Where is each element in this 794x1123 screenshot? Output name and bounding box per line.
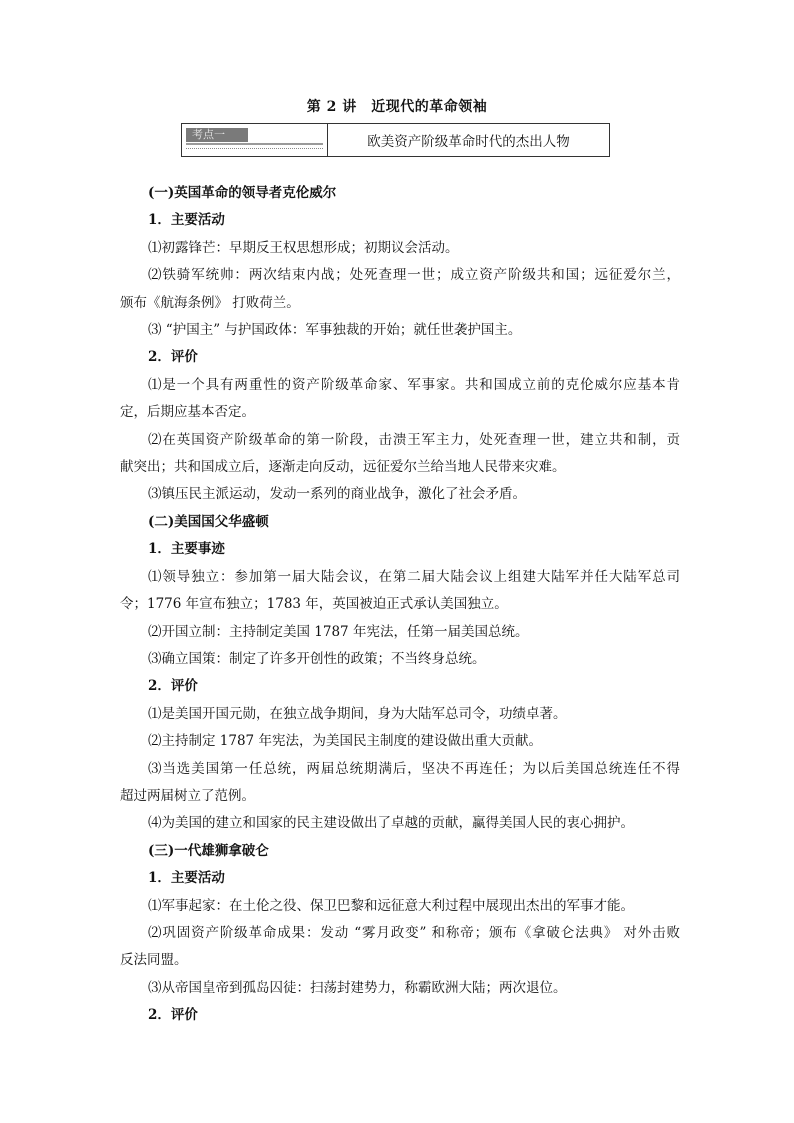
topic-tag: 考点一	[186, 128, 248, 142]
list-item: ⑷为美国的建立和国家的民主建设做出了卓越的贡献，赢得美国人民的衷心拥护。	[148, 815, 634, 832]
subsection-heading: 2．评价	[148, 349, 198, 366]
topic-heading: 欧美资产阶级革命时代的杰出人物	[367, 134, 570, 150]
list-item: ⑵主持制定 1787 年宪法，为美国民主制度的建设做出重大贡献。	[148, 733, 542, 750]
list-item: ⑵开国立制：主持制定美国 1787 年宪法，任第一届美国总统。	[148, 623, 529, 640]
list-item: ⑶ “护国主” 与护国政体：军事独裁的开始；就任世袭护国主。	[148, 322, 522, 339]
topic-label-cell	[182, 124, 328, 156]
list-item-continuation: 定，后期应基本否定。	[120, 404, 255, 421]
section-heading: (一)英国革命的领导者克伦威尔	[148, 185, 337, 201]
list-item: ⑴初露锋芒：早期反王权思想形成；初期议会活动。	[148, 239, 459, 256]
list-item-continuation: 颁布《航海条例》 打败荷兰。	[120, 294, 300, 311]
list-item-continuation: 反法同盟。	[120, 952, 188, 969]
section-heading: (二)美国国父华盛顿	[148, 513, 269, 530]
list-item: ⑵铁骑军统帅：两次结束内战；处死查理一世；成立资产阶级共和国；远征爱尔兰，	[148, 267, 680, 284]
list-item: ⑵在英国资产阶级革命的第一阶段，击溃王军主力，处死查理一世，建立共和制，贡	[148, 431, 680, 448]
document-body	[120, 180, 680, 1030]
list-item: ⑴是一个具有两重性的资产阶级革命家、军事家。共和国成立前的克伦威尔应基本肯	[148, 376, 680, 393]
topic-tag-underline	[186, 143, 323, 145]
list-item: ⑴是美国开国元勋，在独立战争期间，身为大陆军总司令，功绩卓著。	[148, 705, 567, 722]
list-item: ⑶确立国策：制定了许多开创性的政策；不当终身总统。	[148, 650, 486, 667]
subsection-heading: 1．主要活动	[148, 870, 225, 887]
list-item: ⑶从帝国皇帝到孤岛囚徒：扫荡封建势力，称霸欧洲大陆；两次退位。	[148, 979, 567, 996]
list-item: ⑶镇压民主派运动，发动一系列的商业战争，激化了社会矛盾。	[148, 486, 526, 503]
subsection-heading: 2．评价	[148, 1007, 198, 1024]
list-item: ⑴领导独立：参加第一届大陆会议，在第二届大陆会议上组建大陆军并任大陆军总司	[148, 568, 680, 585]
list-item: ⑵巩固资产阶级革命成果：发动 “雾月政变” 和称帝；颁布《拿破仑法典》 对外击败	[148, 924, 680, 941]
list-item-continuation: 献突出；共和国成立后，逐渐走向反动，远征爱尔兰给当地人民带来灾难。	[120, 459, 566, 476]
list-item: ⑴军事起家：在土伦之役、保卫巴黎和远征意大利过程中展现出杰出的军事才能。	[148, 897, 634, 914]
list-item-continuation: 超过两届树立了范例。	[120, 787, 255, 804]
subsection-heading: 2．评价	[148, 678, 198, 695]
subsection-heading: 1．主要事迹	[148, 541, 225, 558]
page-title: 第 2 讲 近现代的革命领袖	[306, 99, 488, 115]
topic-tag-dotted-rule	[186, 148, 323, 149]
section-heading: (三)一代雄狮拿破仑	[148, 842, 269, 859]
list-item: ⑶当选美国第一任总统，两届总统期满后，坚决不再连任；为以后美国总统连任不得	[148, 760, 680, 777]
list-item-continuation: 令；1776 年宣布独立；1783 年，英国被迫正式承认美国独立。	[120, 596, 508, 613]
subsection-heading: 1．主要活动	[148, 212, 225, 229]
topic-header-box	[181, 123, 610, 157]
